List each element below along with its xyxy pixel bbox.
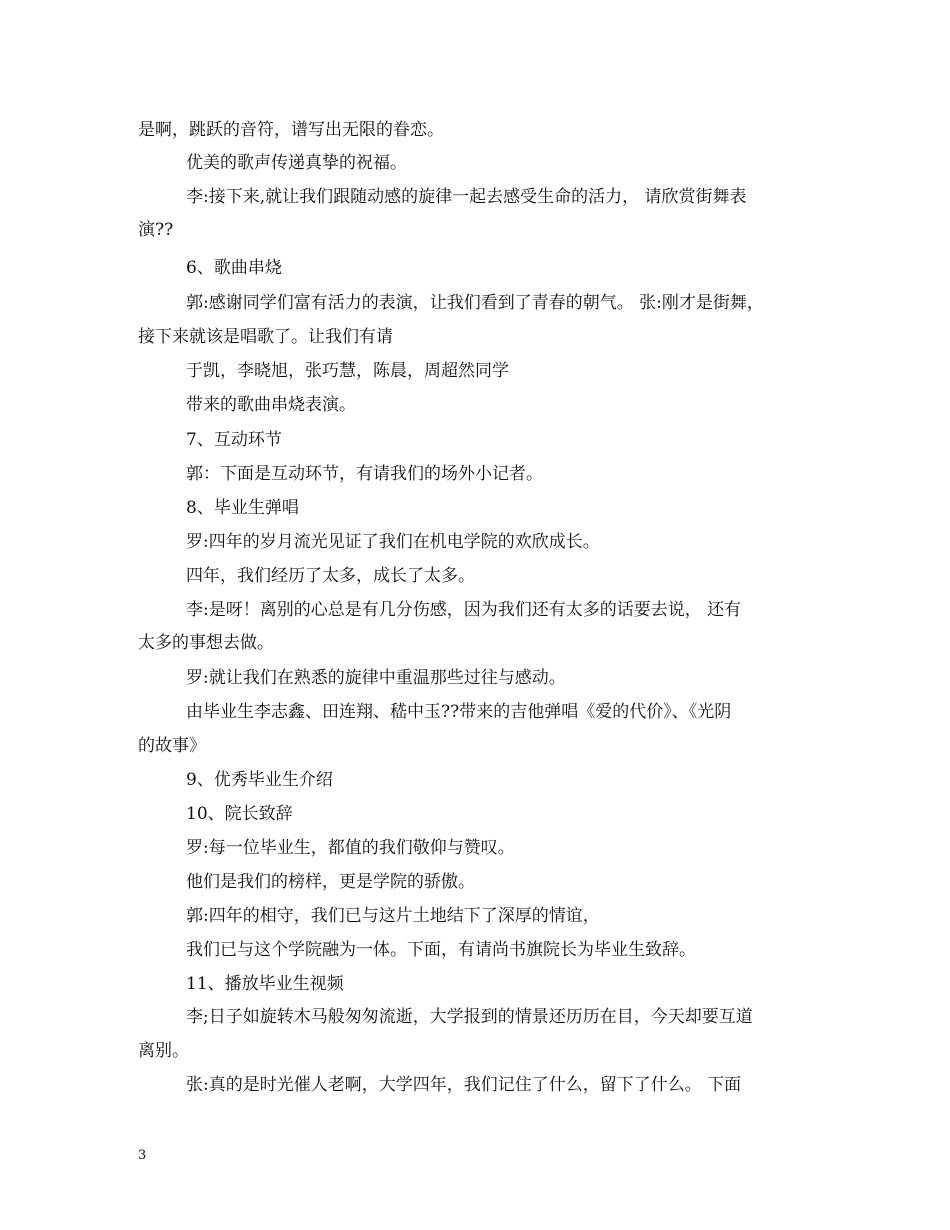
text-line: 郭：下面是互动环节，有请我们的场外小记者。: [186, 464, 543, 484]
text-line: 张:真的是时光催人老啊，大学四年，我们记住了什么，留下了什么。 下面: [186, 1075, 742, 1095]
text-line: 郭:感谢同学们富有活力的表演，让我们看到了青春的朝气。 张:刚才是街舞，: [186, 293, 764, 313]
text-line: 郭:四年的相守，我们已与这片土地结下了深厚的情谊，: [186, 906, 600, 926]
text-line: 的故事》: [138, 736, 206, 756]
text-line: 是啊，跳跃的音符，谱写出无限的眷恋。: [138, 120, 444, 140]
text-line: 演??: [138, 220, 174, 240]
text-line: 优美的歌声传递真挚的祝福。: [186, 153, 407, 173]
section-heading: 9、优秀毕业生介绍: [186, 770, 333, 790]
text-line: 他们是我们的榜样，更是学院的骄傲。: [186, 872, 475, 892]
section-heading: 10、院长致辞: [186, 804, 293, 824]
text-line: 带来的歌曲串烧表演。: [186, 395, 356, 415]
text-line: 李:是呀！离别的心总是有几分伤感，因为我们还有太多的话要去说， 还有: [186, 600, 742, 620]
section-heading: 8、毕业生弹唱: [186, 498, 299, 518]
text-line: 李;日子如旋转木马般匆匆流逝，大学报到的情景还历历在目，今天却要互道: [186, 1007, 753, 1027]
text-line: 李:接下来,就让我们跟随动感的旋律一起去感受生命的活力， 请欣赏街舞表: [186, 187, 747, 207]
text-line: 离别。: [138, 1041, 189, 1061]
text-line: 我们已与这个学院融为一体。下面，有请尚书旗院长为毕业生致辞。: [186, 940, 696, 960]
section-heading: 11、播放毕业生视频: [186, 974, 344, 994]
text-line: 太多的事想去做。: [138, 633, 274, 653]
section-heading: 6、歌曲串烧: [186, 258, 282, 278]
page-number: 3: [138, 1148, 147, 1163]
text-line: 罗:就让我们在熟悉的旋律中重温那些过往与感动。: [186, 668, 566, 688]
section-heading: 7、互动环节: [186, 430, 282, 450]
text-line: 罗:四年的岁月流光见证了我们在机电学院的欢欣成长。: [186, 532, 600, 552]
text-line: 由毕业生李志鑫、田连翔、嵇中玉??带来的吉他弹唱《爱的代价》、《光阴: [186, 702, 732, 722]
text-line: 接下来就该是唱歌了。让我们有请: [138, 327, 393, 347]
text-line: 罗:每一位毕业生，都值的我们敬仰与赞叹。: [186, 838, 515, 858]
text-line: 四年，我们经历了太多，成长了太多。: [186, 566, 475, 586]
text-line: 于凯，李晓旭，张巧慧，陈晨，周超然同学: [186, 361, 509, 381]
